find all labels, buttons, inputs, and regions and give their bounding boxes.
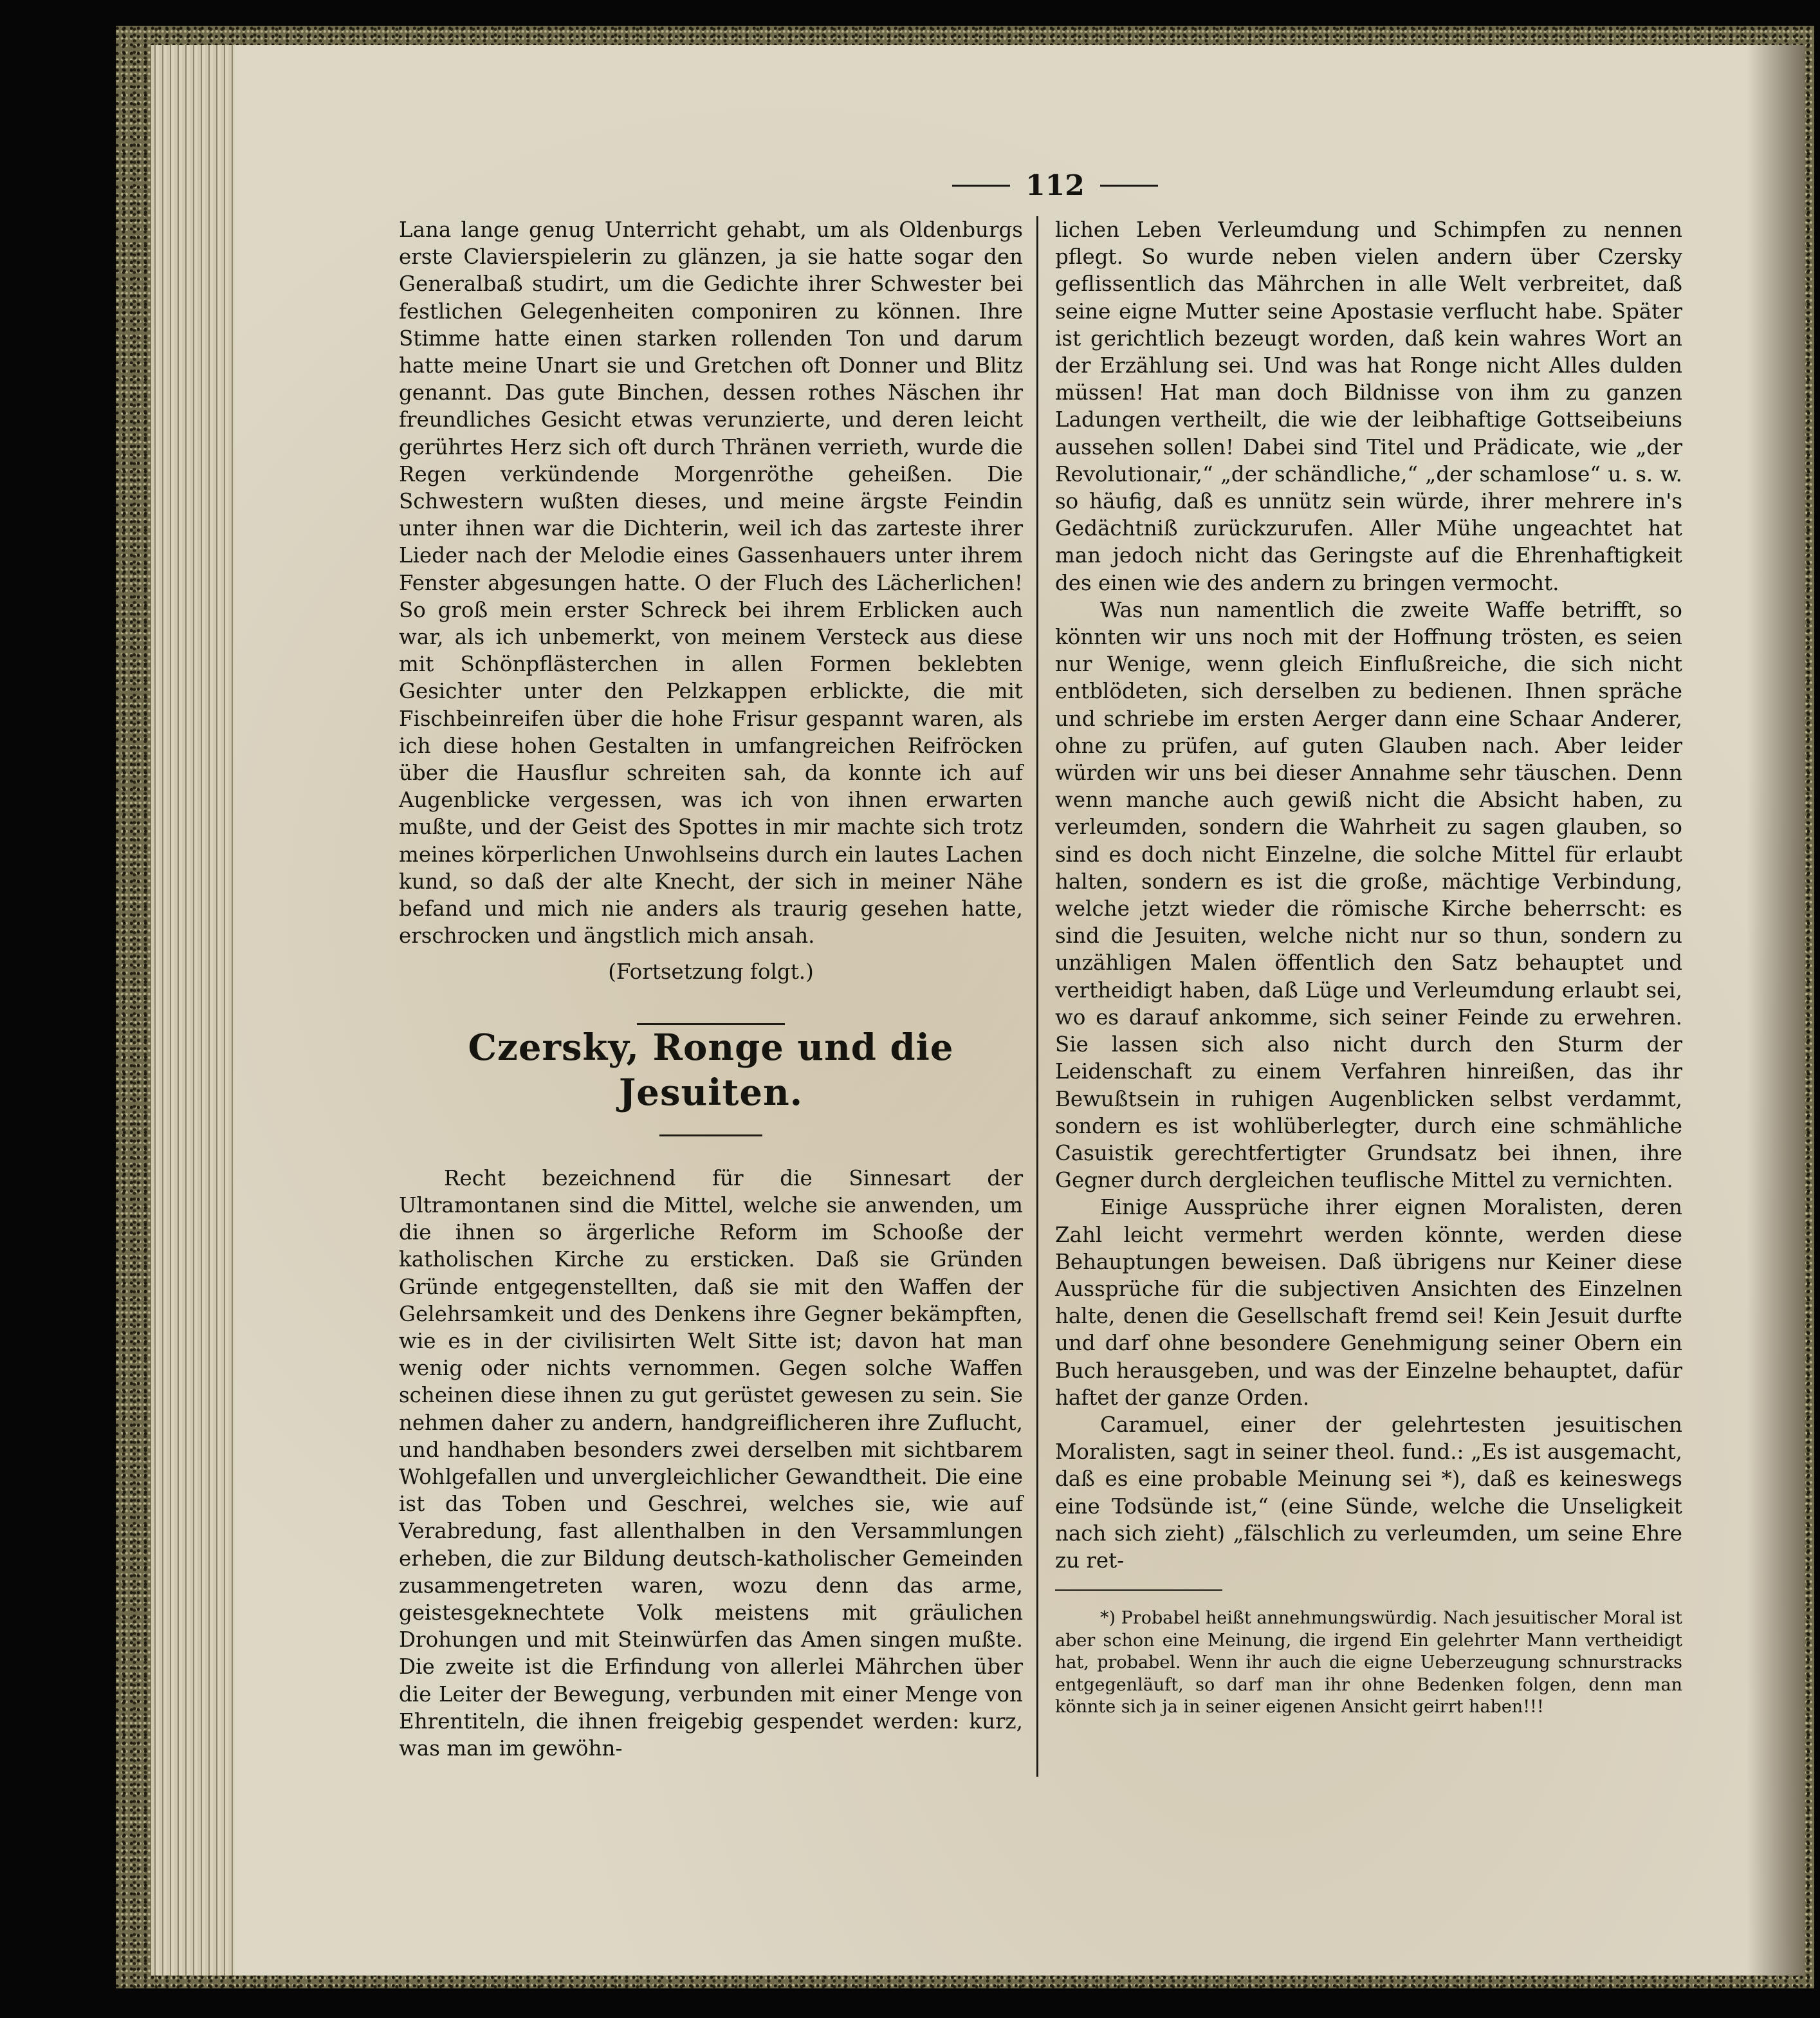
footnote bbox=[1055, 1607, 1682, 1719]
header-rule-right bbox=[1100, 185, 1158, 187]
page-number: 112 bbox=[1025, 169, 1085, 202]
column-divider bbox=[1036, 216, 1038, 1777]
continuation-note: (Fortsetzung folgt.) bbox=[608, 959, 814, 985]
article-paragraph: Caramuel, einer der gelehrtesten jesuitischen Moralisten, sagt in seiner theol. fund.: „Es ist ausgemacht, daß es eine probable Meinung sei *), daß es keineswegs eine Todsünde ist,“ (eine Sünde, welche die Unseligkeit nach sich zieht) „fälschlich zu verleumden, um seine Ehre zu ret- bbox=[1055, 1412, 1682, 1573]
right-column bbox=[1055, 216, 1682, 1719]
page-edges bbox=[151, 45, 248, 1976]
gutter-shadow bbox=[1747, 45, 1805, 1976]
story-paragraph: Lana lange genug Unterricht gehabt, um als Oldenburgs erste Clavierspielerin zu glänzen, ja sie hatte sogar den Generalbaß studirt, um die Gedichte ihrer Schwester bei festlichen Gelegenheiten componiren zu können. Ihre Stimme hatte einen starken rollenden Ton und darum hatte meine Unart sie und Gretchen oft Donner und Blitz genannt. Das gute Binchen, dessen rothes Näschen ihr freundliches Gesicht etwas verunzierte, und deren leicht gerührtes Herz sich oft durch Thränen verrieth, wurde die Regen verkündende Morgenröthe geheißen. Die Schwestern wußten dieses, und meine ärgste Feindin unter ihnen war die Dichterin, weil ich das zarteste ihrer Lieder nach der Melodie eines Gassenhauers unter ihrem Fenster abgesungen hatte. O der Fluch des Lächerlichen! So groß mein erster Schreck bei ihrem Erblicken auch war, als ich unbemerkt, von meinem Versteck aus diese mit Schönpflästerchen in allen Formen beklebten Gesichter unter den Pelzkappen erblickte, die mit Fischbeinreifen über die hohe Frisur gespannt waren, als ich diese hohen Gestalten in umfangreichen Reifröcken über die Hausflur schreiten sah, da konnte ich auf Augenblicke vergessen, was ich von ihnen erwarten mußte, und der Geist des Spottes in mir machte sich trotz meines körperlichen Unwohlseins durch ein lautes Lachen kund, so daß der alte Knecht, der sich in meiner Nähe befand und mich nie anders als traurig gesehen hatte, erschrocken und ängstlich mich ansah. bbox=[399, 218, 1023, 949]
footnote-text: *) Probabel heißt annehmungswürdig. Nach jesuitischer Moral ist aber schon eine Meinung, die irgend Ein gelehrter Mann vertheidigt hat, probabel. Wenn ihr auch die eigne Ueberzeugung schnurstracks entgegenläuft, so darf man ihr ohne Bedenken folgen, denn man könnte sich ja in seiner eigenen Ansicht geirrt haben!!! bbox=[1055, 1608, 1682, 1717]
header-rule-left bbox=[952, 185, 1010, 187]
footnote-rule bbox=[1055, 1589, 1222, 1591]
page-header bbox=[939, 166, 1171, 205]
article-paragraph: Recht bezeichnend für die Sinnesart der Ultramontanen sind die Mittel, welche sie anwenden, um die ihnen so ärgerliche Reform im Schooße der katholischen Kirche zu ersticken. Daß sie Gründen Gründe entgegenstellten, daß sie mit den Waffen der Gelehrsamkeit und des Denkens ihre Gegner bekämpften, wie es in der civilisirten Welt Sitte ist; davon hat man wenig oder nichts vernommen. Gegen solche Waffen scheinen diese ihnen zu gut gerüstet gewesen zu sein. Sie nehmen daher zu andern, handgreiflicheren ihre Zuflucht, und handhaben besonders zwei derselben mit sichtbarem Wohlgefallen und unvergleichlicher Gewandtheit. Die eine ist das Toben und Geschrei, welches sie, wie auf Verabredung, fast allenthalben in den Versammlungen erheben, die zur Bildung deutsch-katholischer Gemeinden zusammengetreten waren, wozu denn das arme, geistesgeknechtete Volk meistens mit gräulichen Drohungen und mit Steinwürfen das Amen singen mußte. Die zweite ist die Erfindung von allerlei Mährchen über die Leiter der Bewegung, verbunden mit einer Menge von Ehrentiteln, die ihnen freigebig gespendet werden: kurz, was man im gewöhn- bbox=[399, 1165, 1023, 1761]
title-rule bbox=[659, 1134, 762, 1136]
article-title: Czersky, Ronge und die Jesuiten. bbox=[468, 1026, 954, 1114]
left-column bbox=[399, 216, 1023, 1762]
article-paragraph: lichen Leben Verleumdung und Schimpfen zu nennen pflegt. So wurde neben vielen andern über Czersky geflissentlich das Mährchen in alle Welt verbreitet, daß seine eigne Mutter seine Apostasie verflucht habe. Später ist gerichtlich bezeugt worden, daß kein wahres Wort an der Erzählung sei. Und was hat Ronge nicht Alles dulden müssen! Hat man doch Bildnisse von ihm zu ganzen Ladungen vertheilt, die wie der leibhaftige Gottseibeiuns aussehen sollen! Dabei sind Titel und Prädicate, wie „der Revolutionair,“ „der schändliche,“ „der schamlose“ u. s. w. so häufig, daß es unnütz sein würde, ihrer mehrere in's Gedächtniß zurückzurufen. Aller Mühe ungeachtet hat man jedoch nicht das Geringste auf die Ehrenhaftigkeit des einen wie des andern zu bringen vermocht. bbox=[1055, 218, 1682, 595]
article-paragraph: Was nun namentlich die zweite Waffe betrifft, so könnten wir uns noch mit der Hoffnung trösten, es seien nur Wenige, wenn gleich Einflußreiche, die sich nicht entblödeten, sich derselben zu bedienen. Ihnen spräche und schriebe im ersten Aerger dann eine Schaar Anderer, ohne zu prüfen, auf guten Glauben nach. Aber leider würden wir uns bei dieser Annahme sehr täuschen. Denn wenn manche auch gewiß nicht die Absicht haben, zu verleumden, sondern die Wahrheit zu sagen glauben, so sind es doch nicht Einzelne, die solche Mittel für erlaubt halten, sondern es ist die große, mächtige Verbindung, welche jetzt wieder die römische Kirche beherrscht: es sind die Jesuiten, welche nicht nur so thun, sondern zu unzähligen Malen öffentlich den Satz behauptet und vertheidigt haben, daß Lüge und Verleumdung erlaubt sei, wo es darauf ankomme, sich seiner Feinde zu erwehren. Sie lassen sich also nicht durch den Sturm der Leidenschaft zu einem Verfahren hinreißen, das ihr Bewußtsein in ruhigen Augenblicken selbst verdammt, sondern es ist wohlüberlegter, durch eine schmähliche Casuistik gerechtfertigter Grundsatz bei ihnen, ihre Gegner durch dergleichen teuflische Mittel zu vernichten. bbox=[1055, 597, 1682, 1193]
article-paragraph: Einige Aussprüche ihrer eignen Moralisten, deren Zahl leicht vermehrt werden könnte, werden diese Behauptungen beweisen. Daß übrigens nur Keiner diese Aussprüche für die subjectiven Ansichten des Einzelnen halte, denen die Gesellschaft fremd sei! Kein Jesuit durfte und darf ohne besondere Genehmigung seiner Obern ein Buch herausgeben, und was der Einzelne behauptet, dafür haftet der ganze Orden. bbox=[1055, 1195, 1682, 1410]
